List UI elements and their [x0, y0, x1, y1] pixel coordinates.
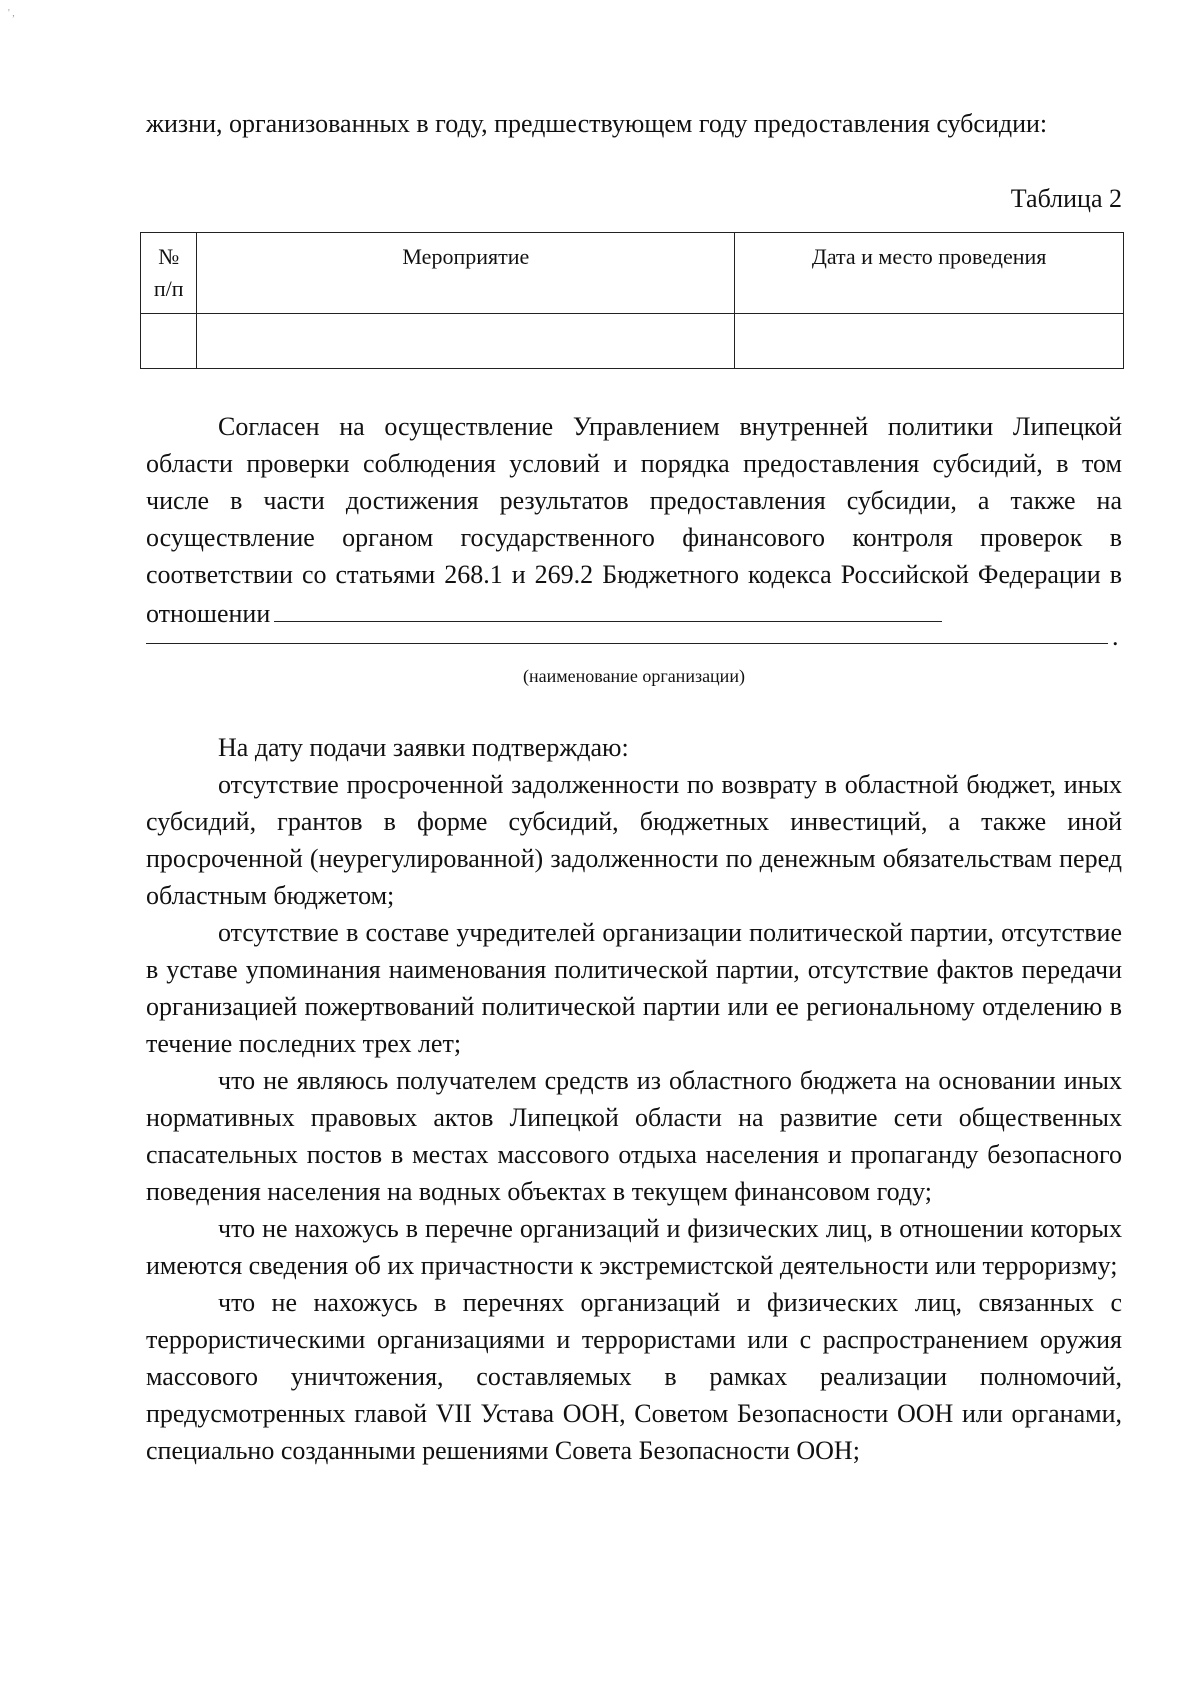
confirmation-section — [146, 729, 1122, 1469]
header-event: Мероприятие — [197, 233, 735, 314]
organization-name-caption: (наименование организации) — [523, 666, 745, 686]
confirmation-item: что не нахожусь в перечнях организаций и физических лиц, связанных с террористическими организациями и террористами или с распространением оружия массового уничтожения, составляемых в рамках реализации полномочий, предусмотренных главой VII Устава ООН, Советом Безопасности ООН или органами, специально созданными решениями Совета Безопасности ООН; — [146, 1288, 1122, 1465]
events-table — [140, 232, 1124, 369]
intro-paragraph — [146, 105, 1122, 142]
organization-name-line[interactable] — [146, 643, 1108, 644]
scan-corner-mark: ' , — [8, 8, 15, 19]
table-header-row — [141, 233, 1124, 314]
confirmation-item: что не являюсь получателем средств из областного бюджета на основании иных нормативных правовых актов Липецкой области на развитие сети общественных спасательных постов в местах массового отдыха населения и пропаганду безопасного поведения населения на водных объектах в текущем финансовом году; — [146, 1066, 1122, 1206]
consent-text-body: Согласен на осуществление Управлением внутренней политики Липецкой области проверки соблюдения условий и порядка предоставления субсидий, в том числе в части достижения результатов предоставления субсидии, а также на осуществление органом государственного финансового контроля проверок в соответствии со статьями 268.1 и 269.2 Бюджетного кодекса Российской Федерации в отношении — [146, 412, 1122, 628]
consent-paragraph — [146, 408, 1122, 632]
intro-text: жизни, организованных в году, предшествующем году предоставления субсидии: — [146, 109, 1048, 138]
consent-text — [146, 408, 1122, 632]
confirmation-item: что не нахожусь в перечне организаций и физических лиц, в отношении которых имеются сведения об их причастности к экстремистской деятельности или терроризму; — [146, 1214, 1122, 1280]
confirmation-item: отсутствие в составе учредителей организации политической партии, отсутствие в уставе упоминания наименования политической партии, отсутствие фактов передачи организацией пожертвований политической партии или ее региональному отделению в течение последних трех лет; — [146, 918, 1122, 1058]
cell-date-place[interactable] — [735, 314, 1124, 369]
confirmation-item: отсутствие просроченной задолженности по возврату в областной бюджет, иных субсидий, грантов в форме субсидий, бюджетных инвестиций, а также иной просроченной (неурегулированной) задолженности по денежным обязательствам перед областным бюджетом; — [146, 770, 1122, 910]
confirmation-heading: На дату подачи заявки подтверждаю: — [218, 733, 629, 762]
organization-fill-line[interactable] — [274, 593, 942, 622]
line-end-period: . — [1112, 622, 1119, 651]
header-number: № п/п — [141, 233, 197, 314]
table-row — [141, 314, 1124, 369]
cell-number[interactable] — [141, 314, 197, 369]
cell-event[interactable] — [197, 314, 735, 369]
table-caption: Таблица 2 — [1010, 184, 1122, 213]
header-date-place: Дата и место проведения — [735, 233, 1124, 314]
